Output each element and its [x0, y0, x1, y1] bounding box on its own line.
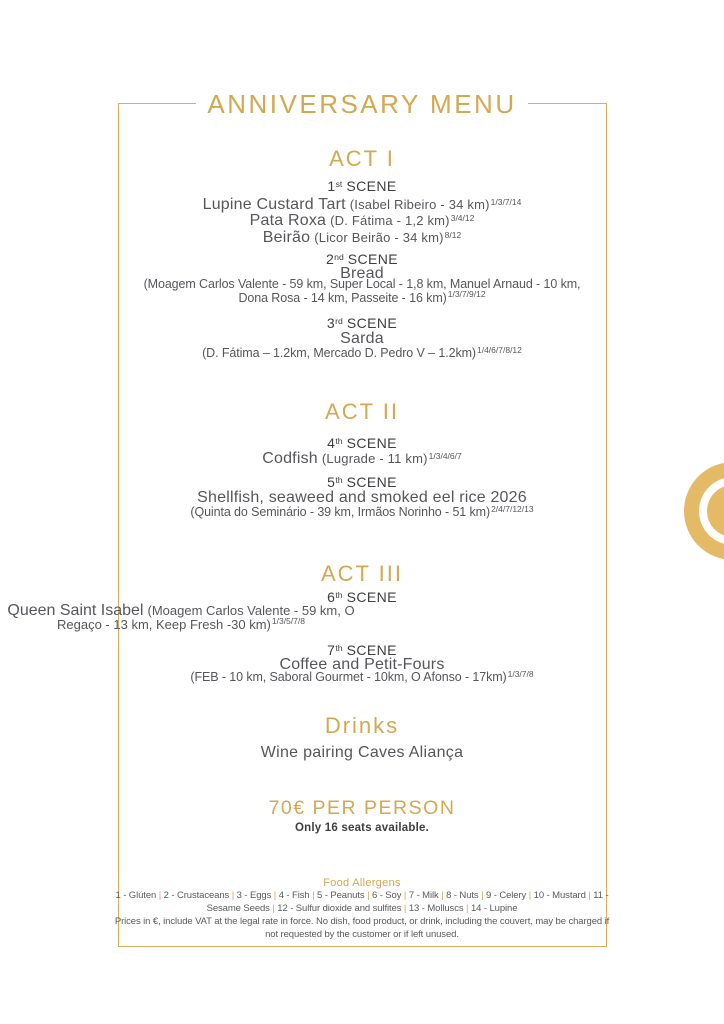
allergen-codes: 3/4/12 [450, 212, 475, 223]
page-title-text: ANNIVERSARY MENU [196, 90, 527, 118]
scene-7-label: SCENE [346, 642, 397, 658]
dish-detail: (D. Fátima - 1,2 km) [330, 213, 450, 228]
dish-sarda: Sarda [340, 330, 384, 347]
dish-detail: (Lugrade - 11 km) [321, 451, 428, 466]
drinks-heading: Drinks [324, 713, 400, 738]
allergen-item: 11 - Sesame Seeds [206, 890, 609, 914]
dish-bread-provenance [0, 278, 724, 306]
list-separator: | [585, 890, 594, 901]
allergen-codes: 2/4/7/12/13 [491, 503, 534, 514]
dish-sarda-provenance [0, 344, 724, 362]
wine-pairing-line: Wine pairing Caves Aliança [260, 744, 464, 761]
dish-coffee-provenance [0, 668, 724, 686]
allergen-item: 9 - Celery [486, 890, 527, 901]
scene-1-label: SCENE [346, 178, 397, 194]
dish-bread: Bread [340, 265, 384, 282]
dish-name: Lupine Custard Tart [202, 196, 346, 213]
list-separator: | [401, 903, 409, 914]
act-3-heading: ACT III [320, 561, 404, 586]
scene-1-num: 1 [327, 178, 336, 194]
scene-7-ordinal: th [335, 643, 343, 654]
scene-4-ordinal: th [335, 436, 343, 447]
dish-coffee-petit-fours: Coffee and Petit-Fours [279, 656, 445, 673]
dish-name: Queen Saint Isabel [7, 602, 144, 619]
allergen-legend [0, 889, 724, 915]
legal-notice-text: Prices in €, include VAT at the legal rate in force. No dish, food product, or drink, including the couvert, may be charged if not requested by the customer or if left unused. [114, 916, 610, 940]
scene-5-label: SCENE [346, 474, 397, 490]
allergen-item: 5 - Peanuts [317, 890, 365, 901]
dish-name: Pata Roxa [249, 212, 327, 229]
list-separator: | [269, 903, 278, 914]
scene-6-label: SCENE [346, 589, 397, 605]
allergen-codes: 1/3/7/14 [490, 196, 522, 207]
list-separator: | [438, 890, 447, 901]
scene-6-num: 6 [327, 589, 336, 605]
allergen-item: 14 - Lupine [470, 903, 518, 914]
list-separator: | [309, 890, 318, 901]
allergen-item: 13 - Molluscs [408, 903, 464, 914]
list-separator: | [156, 890, 164, 901]
scene-3-label: SCENE [346, 315, 398, 331]
dish-detail: (Moagem Carlos Valente - 59 km, O Regaço - 13 km, Keep Fresh -30 km) [57, 603, 355, 632]
allergen-item: 6 - Soy [371, 890, 402, 901]
legal-notice [0, 915, 724, 941]
seats-availability-note: Only 16 seats available. [295, 822, 429, 834]
dish-queen-saint-isabel [0, 604, 724, 633]
dish-shellfish-rice: Shellfish, seaweed and smoked eel rice 2026 [197, 489, 527, 506]
allergen-codes: 1/3/5/7/8 [271, 616, 305, 627]
scene-6-ordinal: th [335, 590, 343, 601]
scene-4-label: SCENE [346, 435, 397, 451]
list-separator: | [401, 890, 409, 901]
dish-beirao [0, 229, 724, 248]
list-separator: | [229, 890, 237, 901]
allergen-codes: 1/4/6/7/8/12 [476, 344, 522, 355]
dish-name: Beirão [262, 229, 311, 246]
scene-1-heading [0, 179, 724, 196]
allergen-item: 12 - Sulfur dioxide and sulfites [277, 903, 402, 914]
allergen-codes: 1/3/7/9/12 [447, 289, 486, 300]
provenance-text: (Quinta do Seminário - 39 km, Irmãos Norinho - 51 km) [190, 505, 491, 519]
allergen-codes: 8/12 [444, 229, 462, 240]
list-separator: | [463, 903, 471, 914]
dish-shellfish-provenance [0, 503, 724, 521]
scene-4-num: 4 [327, 435, 336, 451]
allergen-item: 7 - Milk [408, 890, 439, 901]
scene-3-num: 3 [326, 315, 336, 331]
scene-5-ordinal: th [335, 475, 343, 486]
dish-detail: (Isabel Ribeiro - 34 km) [349, 197, 490, 212]
allergen-codes: 1/3/7/8 [507, 668, 534, 679]
price-per-person: 70€ PER PERSON [268, 797, 456, 819]
act-1-heading: ACT I [329, 146, 395, 171]
list-separator: | [526, 890, 534, 901]
scene-2-label: SCENE [347, 251, 399, 267]
allergen-item: 8 - Nuts [446, 890, 479, 901]
provenance-text: (D. Fátima – 1.2km, Mercado D. Pedro V – 1.2km) [202, 346, 476, 360]
scene-5-num: 5 [327, 474, 336, 490]
scene-2-num: 2 [325, 251, 335, 267]
list-separator: | [271, 890, 279, 901]
allergen-item: 4 - Fish [278, 890, 310, 901]
dish-name: Codfish [262, 450, 318, 467]
list-separator: | [364, 890, 372, 901]
dish-detail: (Licor Beirão - 34 km) [314, 230, 444, 245]
food-allergens-heading: Food Allergens [323, 877, 401, 889]
act-2-heading: ACT II [325, 399, 399, 424]
allergen-item: 10 - Mustard [533, 890, 586, 901]
dish-codfish [0, 450, 724, 469]
page-title [0, 90, 724, 118]
provenance-text: (Moagem Carlos Valente - 59 km, Super Local - 1,8 km, Manuel Arnaud - 10 km, Dona Rosa - 14 km, Passeite - 16 km) [143, 277, 581, 305]
list-separator: | [478, 890, 487, 901]
allergen-codes: 1/3/4/6/7 [428, 450, 462, 461]
scene-2-ordinal: nd [334, 252, 344, 263]
scene-7-num: 7 [327, 642, 336, 658]
allergen-legend-list [110, 889, 615, 915]
provenance-text: (FEB - 10 km, Saboral Gourmet - 10km, O Afonso - 17km) [190, 670, 507, 684]
allergen-item: 1 - Glúten [115, 890, 157, 901]
allergen-item: 3 - Eggs [236, 890, 272, 901]
scene-3-ordinal: rd [335, 316, 343, 327]
scene-1-ordinal: st [335, 179, 343, 190]
allergen-item: 2 - Crustaceans [163, 890, 230, 901]
